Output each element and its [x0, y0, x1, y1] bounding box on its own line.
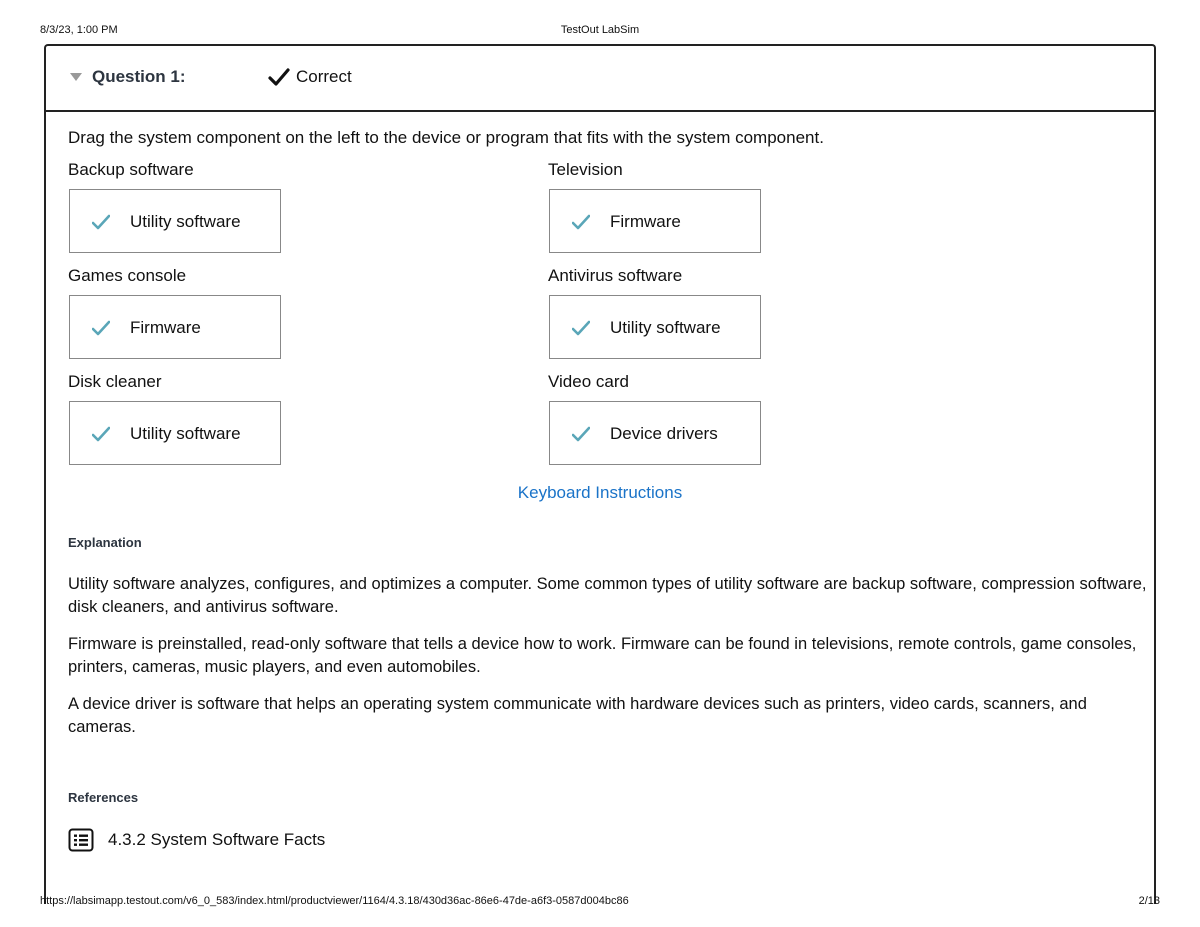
correct-check-icon	[92, 320, 110, 336]
references-heading: References	[68, 790, 139, 805]
drop-target-video-card[interactable]	[549, 401, 761, 465]
pair-label-disk-cleaner: Disk cleaner	[68, 372, 162, 391]
pair-label-television: Television	[548, 160, 623, 179]
print-footer	[40, 895, 1160, 909]
drop-target-television[interactable]	[549, 189, 761, 253]
dropped-answer: Utility software	[610, 318, 721, 337]
drop-target-backup-software[interactable]	[69, 189, 281, 253]
checkmark-icon	[268, 66, 290, 88]
correct-check-icon	[572, 214, 590, 230]
correct-check-icon	[92, 214, 110, 230]
correct-check-icon	[92, 426, 110, 442]
reference-text: 4.3.2 System Software Facts	[108, 830, 326, 849]
print-title: TestOut LabSim	[560, 24, 640, 36]
drop-target-antivirus-software[interactable]	[549, 295, 761, 359]
question-status: Correct	[296, 67, 352, 86]
question-number: Question 1:	[92, 67, 186, 86]
collapse-caret-icon[interactable]	[70, 73, 82, 81]
keyboard-instructions-link[interactable]: Keyboard Instructions	[517, 483, 683, 502]
pair-label-antivirus-software: Antivirus software	[548, 266, 683, 285]
pair-label-backup-software: Backup software	[68, 160, 194, 179]
drop-target-games-console[interactable]	[69, 295, 281, 359]
drop-target-disk-cleaner[interactable]	[69, 401, 281, 465]
list-document-icon	[68, 828, 94, 852]
dropped-answer: Firmware	[130, 318, 201, 337]
print-url: https://labsimapp.testout.com/v6_0_583/index.html/productviewer/1164/4.3.18/430d36ac-86e6-47de-a6f3-0587d004bc86	[40, 895, 629, 907]
print-date: 8/3/23, 1:00 PM	[40, 24, 118, 36]
dropped-answer: Firmware	[610, 212, 681, 231]
explanation-paragraph: Firmware is preinstalled, read-only software that tells a device how to work. Firmware can be found in televisions, remote controls, game consoles, printers, cameras, music players, and even automobiles.	[68, 635, 1137, 676]
dropped-answer: Utility software	[130, 212, 241, 231]
correct-check-icon	[572, 320, 590, 336]
dropped-answer: Device drivers	[610, 424, 718, 443]
dropped-answer: Utility software	[130, 424, 241, 443]
pair-label-video-card: Video card	[548, 372, 629, 391]
question-prompt: Drag the system component on the left to the device or program that fits with the system component.	[68, 128, 824, 147]
explanation-paragraph: Utility software analyzes, configures, and optimizes a computer. Some common types of utility software are backup software, compression software, disk cleaners, and antivirus software.	[68, 575, 1147, 616]
question-header[interactable]	[46, 46, 1154, 112]
print-page-number: 2/13	[1138, 895, 1160, 907]
correct-check-icon	[572, 426, 590, 442]
explanation-paragraph: A device driver is software that helps an operating system communicate with hardware devices such as printers, video cards, scanners, and cameras.	[68, 695, 1087, 736]
explanation-heading: Explanation	[68, 535, 142, 550]
pair-label-games-console: Games console	[68, 266, 187, 285]
print-header	[40, 24, 1160, 38]
